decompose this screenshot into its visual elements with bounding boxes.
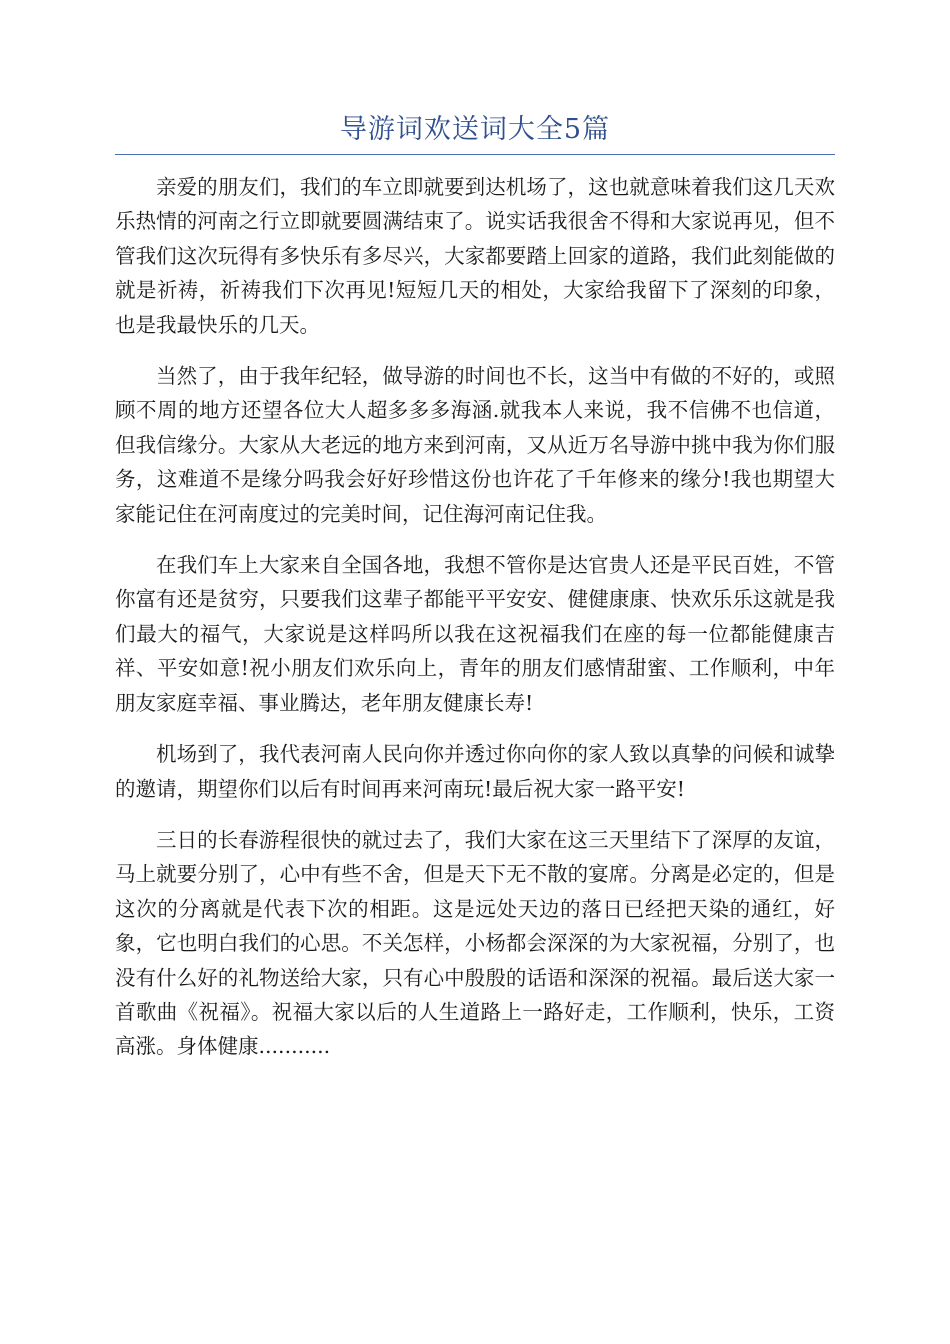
paragraph: 三日的长春游程很快的就过去了，我们大家在这三天里结下了深厚的友谊，马上就要分别了，心中有些不舍，但是天下无不散的宴席。分离是必定的，但是这次的分离就是代表下次的相距。这是远处天边的落日已经把天染的通红，好象，它也明白我们的心思。不关怎样，小杨都会深深的为大家祝福，分别了，也没有什么好的礼物送给大家，只有心中殷殷的话语和深深的祝福。最后送大家一首歌曲《祝福》。祝福大家以后的人生道路上一路好走，工作顺利，快乐，工资高涨。身体健康........... — [115, 827, 835, 1059]
title-underline — [115, 154, 835, 155]
paragraph: 亲爱的朋友们，我们的车立即就要到达机场了，这也就意味着我们这几天欢乐热情的河南之行立即就要圆满结束了。说实话我很舍不得和大家说再见，但不管我们这次玩得有多快乐有多尽兴，大家都要踏上回家的道路，我们此刻能做的就是祈祷，祈祷我们下次再见!短短几天的相处，大家给我留下了深刻的印象，也是我最快乐的几天。 — [115, 175, 835, 337]
paragraph: 在我们车上大家来自全国各地，我想不管你是达官贵人还是平民百姓，不管你富有还是贫穷，只要我们这辈子都能平平安安、健健康康、快欢乐乐这就是我们最大的福气，大家说是这样吗所以我在这祝福我们在座的每一位都能健康吉祥、平安如意!祝小朋友们欢乐向上，青年的朋友们感情甜蜜、工作顺利，中年朋友家庭幸福、事业腾达，老年朋友健康长寿! — [115, 553, 835, 715]
document-body — [115, 170, 835, 1081]
paragraph: 当然了，由于我年纪轻，做导游的时间也不长，这当中有做的不好的，或照顾不周的地方还望各位大人超多多多海涵.就我本人来说，我不信佛不也信道，但我信缘分。大家从大老远的地方来到河南，又从近万名导游中挑中我为你们服务，这难道不是缘分吗我会好好珍惜这份也许花了千年修来的缘分!我也期望大家能记住在河南度过的完美时间，记住海河南记住我。 — [115, 364, 835, 526]
document-title: 导游词欢送词大全5篇 — [339, 114, 611, 145]
paragraph: 机场到了，我代表河南人民向你并透过你向你的家人致以真挚的问候和诚挚的邀请，期望你们以后有时间再来河南玩!最后祝大家一路平安! — [115, 742, 835, 801]
